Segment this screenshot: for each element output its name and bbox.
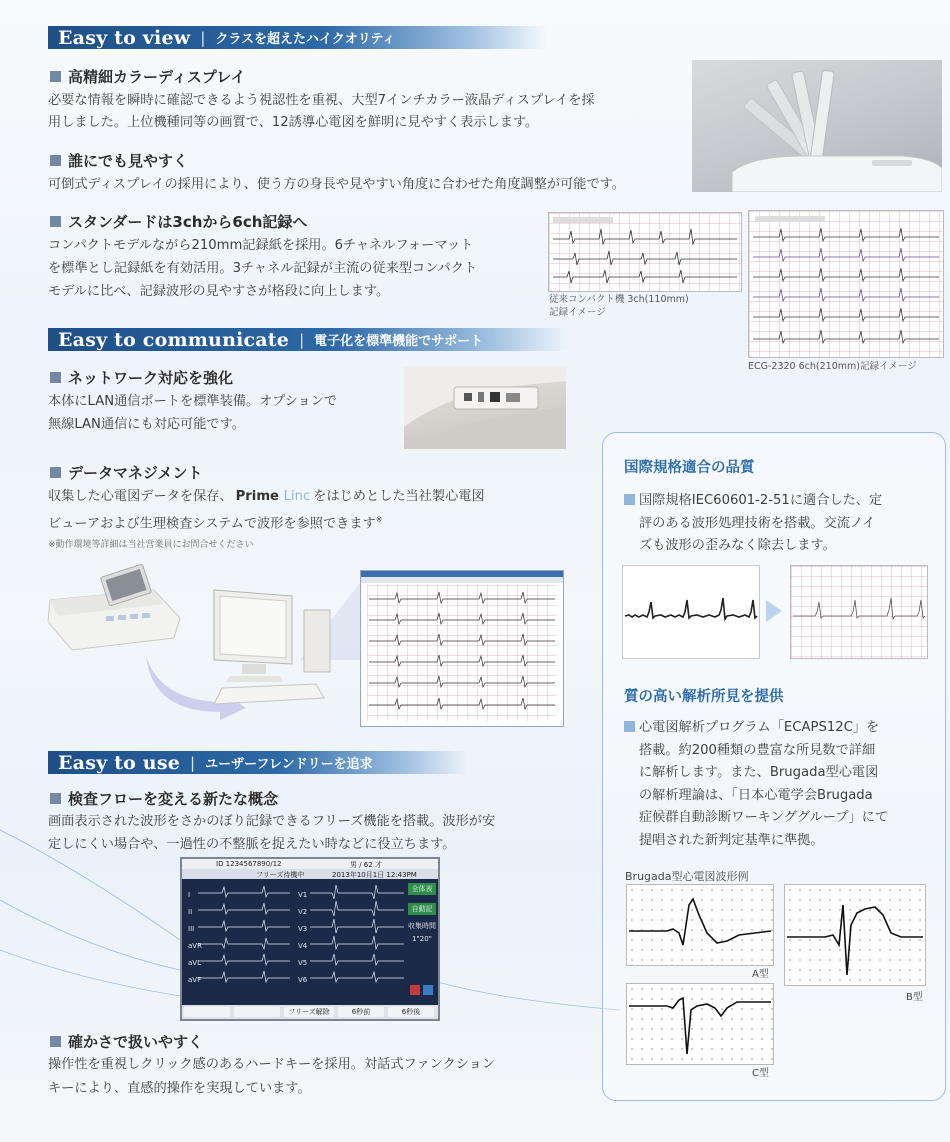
- panel-line-text: に解析します。また、Brugada型心電図: [639, 765, 879, 780]
- arrow-right-icon: [766, 600, 782, 622]
- pc-photo: [208, 580, 338, 710]
- lead-label: V1: [298, 891, 308, 899]
- freeze-release-button[interactable]: フリーズ解除: [284, 1007, 334, 1017]
- paragraph-easy-handling-1: 操作性を重視しクリック感のあるハードキーを採用。対話式ファンクション: [48, 1057, 496, 1072]
- screen-waveforms: [182, 881, 408, 993]
- waveform-3ch: [549, 213, 741, 291]
- panel-line: [624, 490, 882, 513]
- paragraph-new-concept-1: 画面表示された波形をさかのぼり記録できるフリーズ機能を搭載。波形が安: [48, 814, 496, 829]
- heading-text: データマネジメント: [68, 464, 203, 482]
- paragraph-easy-handling-2: キーにより、直感的操作を実現しています。: [48, 1081, 311, 1096]
- viewer-toolbar: [361, 577, 563, 583]
- noise-before-graph: [622, 565, 760, 659]
- function-key-2[interactable]: [234, 1007, 280, 1017]
- lead-label: V5: [298, 959, 308, 967]
- banner-title-en: Easy to use: [58, 751, 181, 774]
- function-key-1[interactable]: [184, 1007, 230, 1017]
- paragraph-3ch-6ch-2: を標準とし記録紙を有効活用。3チャネル記録が主流の従来型コンパクト: [48, 261, 478, 276]
- lead-label: V4: [298, 942, 308, 950]
- heading-hd-display: [50, 66, 245, 87]
- heading-network: [50, 367, 233, 388]
- collection-time-label: 収集時間: [408, 922, 436, 930]
- square-bullet-icon: [624, 721, 635, 732]
- banner-subtitle-jp: ユーザーフレンドリーを追求: [205, 757, 373, 772]
- square-bullet-icon: [50, 1036, 61, 1047]
- panel-line: [624, 717, 888, 740]
- patient-id: ID 1234567890/12: [216, 860, 282, 868]
- panel-line: [624, 762, 888, 785]
- text-segment: 収集した心電図データを保存、: [48, 489, 233, 504]
- panel-line-text: 症候群自動診断ワーキンググループ」にて: [639, 810, 889, 825]
- panel-line-text: 評のある波形処理技術を搭載。交流ノイ: [639, 515, 876, 531]
- brugada-c-waveform: [627, 984, 773, 1064]
- brugada-type-a-label: A型: [752, 969, 769, 980]
- brugada-b-waveform: [785, 885, 925, 985]
- paragraph-hd-display-1: 必要な情報を瞬時に確認できるよう視認性を重視、大型7インチカラー液晶ディスプレイを採: [48, 93, 595, 108]
- lead-label: II: [188, 908, 193, 916]
- banner-separator: |: [299, 330, 305, 349]
- brugada-type-b-label: B型: [906, 992, 923, 1003]
- viewer-screenshot: [360, 570, 564, 727]
- brand-linc: Linc: [283, 489, 311, 504]
- footnote-mark: ※: [375, 515, 383, 524]
- heading-easy-for-anyone: [50, 150, 188, 171]
- panel-line: [624, 807, 888, 830]
- prime-linc-brand: [236, 489, 311, 504]
- tilting-display-illustration: [692, 60, 942, 192]
- heading-text: 確かさで扱いやすく: [68, 1033, 204, 1051]
- square-bullet-icon: [50, 372, 61, 383]
- all-display-button[interactable]: 全体表: [408, 883, 436, 895]
- screen-header-1: [182, 859, 438, 869]
- lead-label: I: [188, 891, 191, 899]
- lead-label: aVR: [188, 942, 202, 950]
- square-bullet-icon: [624, 494, 635, 505]
- device-tilt-photo: [692, 60, 942, 192]
- banner-separator: |: [200, 28, 206, 47]
- ecg-device-photo: [44, 560, 184, 655]
- paragraph-network-2: 無線LAN通信にも対応可能です。: [48, 417, 245, 432]
- heading-text: スタンダードは3chから6ch記録へ: [68, 213, 308, 231]
- panel-line-text: 国際規格IEC60601-2-51に適合した、定: [639, 493, 883, 508]
- banner-subtitle-jp: 電子化を標準機能でサポート: [314, 334, 484, 349]
- screen-bottom-bar: [182, 1005, 438, 1019]
- screen-icon[interactable]: [423, 985, 433, 995]
- six-sec-after-button[interactable]: 6秒後: [388, 1007, 434, 1017]
- heading-data-management: [50, 462, 203, 483]
- paragraph-data-mgmt-1: [48, 486, 485, 508]
- panel-heading-analysis: 質の高い解析所見を提供: [624, 689, 784, 705]
- brugada-type-c-graph: [626, 983, 774, 1065]
- panel-line: [624, 785, 888, 808]
- lead-label: III: [188, 925, 195, 933]
- panel-line-text: ズも波形の歪みなく除去します。: [639, 538, 836, 553]
- freeze-status: フリーズ待機中: [256, 871, 305, 879]
- heading-text: 誰にでも見やすく: [68, 152, 189, 170]
- panel-heading-standard: 国際規格適合の品質: [624, 460, 755, 476]
- paragraph-data-mgmt-2: [48, 509, 382, 535]
- paragraph-hd-display-2: 用しました。上位機種同等の画質で、12誘導心電図を鮮明に見やすく表示します。: [48, 115, 539, 130]
- banner-title-en: Easy to view: [58, 26, 191, 49]
- patient-sex-age: 男 / 62 才: [350, 861, 382, 869]
- caption-3ch-1: 従来コンパクト機 3ch(110mm): [549, 294, 689, 305]
- heading-3ch-to-6ch: [50, 211, 307, 232]
- record-image-6ch: [748, 210, 944, 358]
- viewer-waveforms: [367, 585, 557, 721]
- panel-paragraph-standard: [624, 490, 882, 558]
- collection-time-value: 1"20": [412, 935, 432, 943]
- screen-header-2: [182, 869, 438, 879]
- heading-text: 高精細カラーディスプレイ: [68, 68, 246, 86]
- clean-waveform: [791, 566, 927, 658]
- paragraph-3ch-6ch-3: モデルに比べ、記録波形の見やすさが格段に向上します。: [48, 284, 390, 299]
- brugada-a-waveform: [627, 885, 773, 965]
- lead-label: aVL: [188, 959, 201, 967]
- text-segment: をはじめとした当社製心電図: [313, 489, 485, 504]
- lead-label: V6: [298, 976, 308, 984]
- panel-paragraph-analysis: [624, 717, 888, 852]
- lead-label: V2: [298, 908, 308, 916]
- panel-line: [624, 740, 888, 763]
- brand-prime: Prime: [235, 489, 279, 504]
- banner-title-en: Easy to communicate: [58, 328, 290, 351]
- brugada-type-b-graph: [784, 884, 926, 986]
- pc-illustration: [208, 580, 338, 710]
- brugada-title: Brugada型心電図波形例: [625, 870, 749, 883]
- paragraph-network-1: 本体にLAN通信ポートを標準装備。オプションで: [48, 394, 338, 409]
- auto-record-button[interactable]: 自動記: [408, 903, 436, 915]
- print-icon[interactable]: [410, 985, 420, 995]
- caption-3ch-2: 記録イメージ: [549, 307, 606, 318]
- brugada-type-a-graph: [626, 884, 774, 966]
- lan-port-illustration: [404, 367, 566, 449]
- panel-line: [624, 830, 888, 853]
- record-image-3ch: [548, 212, 742, 292]
- heading-easy-handling: [50, 1031, 203, 1052]
- panel-line-text: の解析理論は、「日本心電学会Brugada: [639, 787, 873, 803]
- note-data-mgmt: ※動作環境等詳細は当社営業員にお問合せください: [48, 540, 254, 550]
- paragraph-easy-for-anyone: 可倒式ディスプレイの採用により、使う方の身長や見やすい角度に合わせた角度調整が可能です。: [48, 177, 625, 192]
- banner-easy-to-communicate: [48, 328, 568, 351]
- paragraph-3ch-6ch-1: コンパクトモデルながら210mm記録紙を採用。6チャネルフォーマット: [48, 238, 474, 253]
- noisy-waveform: [623, 566, 759, 658]
- lead-label: V3: [298, 925, 308, 933]
- waveform-6ch: [749, 211, 943, 357]
- lan-port-photo: [404, 367, 566, 449]
- heading-text: 検査フローを変える新たな概念: [68, 790, 279, 808]
- device-screen: [180, 857, 440, 1021]
- screen-datetime: 2013年10月1日 12:43PM: [332, 871, 417, 879]
- banner-easy-to-use: [48, 751, 468, 774]
- banner-easy-to-view: [48, 26, 548, 49]
- banner-separator: |: [190, 753, 196, 772]
- lead-label: aVF: [188, 976, 202, 984]
- noise-after-graph: [790, 565, 928, 659]
- viewer-ecg-grid: [367, 585, 557, 721]
- six-sec-before-button[interactable]: 6秒前: [338, 1007, 384, 1017]
- panel-line-text: 心電図解析プログラム「ECAPS12C」を: [639, 720, 880, 735]
- heading-text: ネットワーク対応を強化: [68, 369, 234, 387]
- brugada-type-c-label: C型: [752, 1068, 769, 1079]
- panel-line-text: 提唱された新判定基準に準拠。: [639, 832, 824, 848]
- square-bullet-icon: [50, 71, 61, 82]
- square-bullet-icon: [50, 155, 61, 166]
- panel-line-text: 搭載。約200種類の豊富な所見数で詳細: [639, 742, 876, 758]
- banner-subtitle-jp: クラスを超えたハイクオリティ: [215, 32, 396, 47]
- panel-line: [624, 535, 882, 558]
- arrow-right-shape: [766, 600, 782, 622]
- panel-line: [624, 513, 882, 536]
- square-bullet-icon: [50, 467, 61, 478]
- text-segment: ビューアおよび生理検査システムで波形を参照できます: [48, 516, 376, 532]
- caption-6ch: ECG-2320 6ch(210mm)記録イメージ: [748, 361, 917, 372]
- square-bullet-icon: [50, 216, 61, 227]
- paragraph-new-concept-2: 定しにくい場合や、一過性の不整脈を捉えたい時などに役立ちます。: [48, 837, 456, 852]
- ecg-device-illustration: [44, 560, 184, 655]
